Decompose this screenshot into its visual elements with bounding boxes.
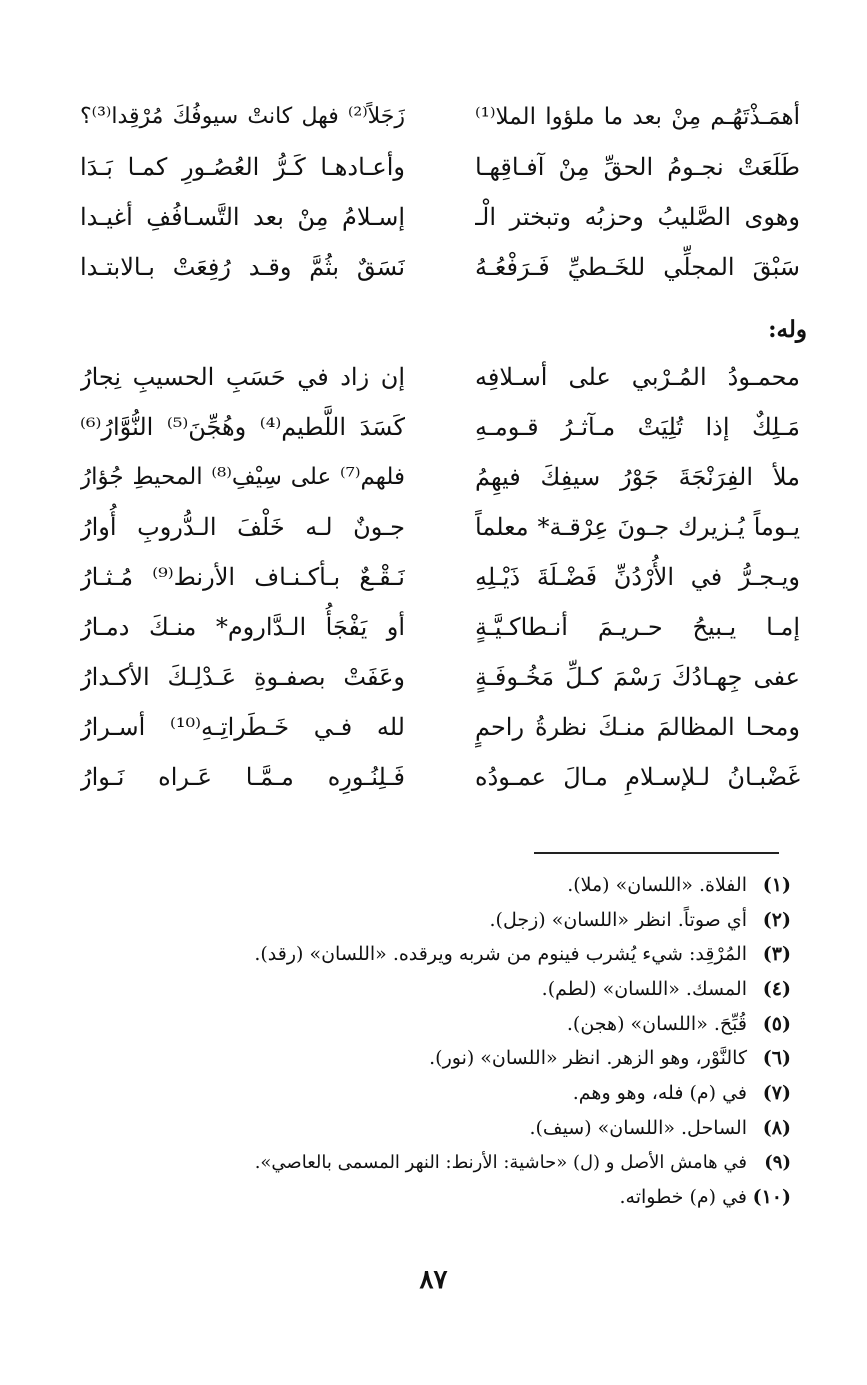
verse-row <box>60 602 800 652</box>
verse-row <box>60 752 800 802</box>
section-intro: وله: <box>768 316 807 343</box>
footnote-number: (٣) <box>762 943 791 966</box>
verse-first-hemistich: ويـجـرُّ في الأُرْدُنِّ فَضْـلَةَ ذَيْـلِهِ <box>475 563 800 591</box>
verse-first-hemistich: مَـلِكٌ إذا تُلِيَتْ مـآثـرُ قـومـهِ <box>475 413 800 441</box>
footnote-number: (٢) <box>762 908 791 931</box>
footnote-text: في (م) خطواته. <box>619 1186 747 1209</box>
verse-first-hemistich: غَضْبـانُ لـلإسـلامِ مـالَ عمـودُه <box>475 763 800 791</box>
footnote-divider <box>534 852 779 854</box>
footnote <box>231 937 791 972</box>
verse-second-hemistich: فلهم⁽⁷⁾ على سِيْفِ⁽⁸⁾ المحيطِ جُؤارُ <box>80 464 405 490</box>
footnote-text: قُبِّحَ. «اللسان» (هجن). <box>566 1012 747 1035</box>
footnote-number: (١) <box>762 874 791 896</box>
verse-first-hemistich: وهوى الصَّليبُ وحزبُه وتبختر الْـ <box>475 203 800 231</box>
verse-first-hemistich: أهمَـذْتَهُـم مِنْ بعد ما ملؤوا الملا⁽¹⁾ <box>475 104 800 130</box>
verse-second-hemistich: نَـقْـعٌ بـأكـنـاف الأرنط⁽⁹⁾ مُـثـارُ <box>80 563 405 591</box>
verse-second-hemistich: إن زاد في حَسَبِ الحسيبِ نِجارُ <box>80 363 405 391</box>
verse-second-hemistich: نَسَقٌ بثُمَّ وقـد رُفِعَتْ بـالابتـدا <box>80 253 405 281</box>
verse-second-hemistich: زَجَلاً⁽²⁾ فهل كانتْ سيوفُكَ مُرْقِدا⁽³⁾؟ <box>80 104 405 129</box>
footnote-number: (٥) <box>762 1012 791 1035</box>
page-number: ٨٧ <box>419 1265 448 1295</box>
footnote-text: كالنَّوْر، وهو الزهر. انظر «اللسان» (نور). <box>429 1047 747 1070</box>
verse-second-hemistich: وعَفَتْ بصفـوةِ عَـدْلِـكَ الأكـدارُ <box>80 663 405 691</box>
verse-row <box>60 502 800 552</box>
footnote-number: (٧) <box>762 1082 791 1105</box>
footnote-text: الساحل. «اللسان» (سيف). <box>529 1116 747 1139</box>
verse-row <box>60 142 800 192</box>
footnote <box>231 903 791 938</box>
verse-second-hemistich: وأعـادهـا كَـرُّ العُصُـورِ كمـا بَـدَا <box>80 153 405 181</box>
verse-row <box>60 652 800 702</box>
footnote-text: المسك. «اللسان» (لطم). <box>541 978 747 1001</box>
footnote <box>231 1111 791 1146</box>
footnote-number: (٩) <box>764 1151 791 1173</box>
verse-second-hemistich: أو يَفْجَأُ الـدَّاروم* منـكَ دمـارُ <box>80 613 405 641</box>
footnote <box>231 972 791 1007</box>
verse-row <box>60 402 800 452</box>
verse-first-hemistich: ومحـا المظالمَ منـكَ نظرةُ راحمٍ <box>475 713 800 741</box>
verse-first-hemistich: يـوماً يُـزيرك جـونَ عِرْقـة* معلماً <box>475 513 800 541</box>
footnote-number: (٨) <box>762 1116 791 1139</box>
footnote <box>231 1146 791 1181</box>
footnote-number: (١٠) <box>752 1186 791 1209</box>
footnote-text: المُرْقِد: شيء يُشرب فينوم من شربه ويرقده. «اللسان» (رقد). <box>254 943 747 966</box>
verse-first-hemistich: عفى جِهـادُكَ رَسْمَ كـلِّ مَخُـوفَـةٍ <box>475 663 800 691</box>
verse-row <box>60 702 800 752</box>
footnote-number: (٦) <box>762 1047 791 1070</box>
verse-row <box>60 452 800 502</box>
verse-second-hemistich: كَسَدَ اللَّطيم⁽⁴⁾ وهُجِّنَ⁽⁵⁾ النُّوَّارُ⁽⁶⁾ <box>80 413 405 441</box>
footnote-text: الفلاة. «اللسان» (ملا). <box>567 874 747 896</box>
verse-second-hemistich: إسـلامُ مِنْ بعد التَّسـافُفِ أغيـدا <box>80 203 405 231</box>
footnote <box>231 868 791 903</box>
verse-row <box>60 242 800 292</box>
verse-first-hemistich: سَبْقَ المجلِّي للخَـطيِّ فَـرَفْعُـهُ <box>475 253 800 281</box>
verse-row <box>60 92 800 142</box>
verse-first-hemistich: محمـودُ المُـرْبي على أسـلافِه <box>475 363 800 391</box>
footnote-text: في (م) فله، وهو وهم. <box>572 1082 747 1105</box>
verse-row <box>60 352 800 402</box>
footnote <box>231 1076 791 1111</box>
verse-row <box>60 552 800 602</box>
footnote-text: في هامش الأصل و (ل) «حاشية: الأرنط: النهر المسمى بالعاصي». <box>254 1151 747 1173</box>
footnotes <box>231 868 791 1215</box>
verse-second-hemistich: جـونٌ لـه خَلْفَ الـدُّروبِ أُوارُ <box>80 513 405 541</box>
verse-first-hemistich: ملأ الفِرَنْجَةَ جَوْرُ سيفِكَ فيهِمُ <box>475 463 800 491</box>
verse-row <box>60 192 800 242</box>
verse-first-hemistich: طَلَعَتْ نجـومُ الحقِّ مِنْ آفـاقِهـا <box>475 153 800 181</box>
poem-stanza-2 <box>60 352 800 802</box>
footnote <box>231 1007 791 1042</box>
verse-second-hemistich: لله فـي خَـطَراتِـهِ⁽¹⁰⁾ أسـرارُ <box>80 713 405 741</box>
verse-second-hemistich: فَـلِنُـورِه مـمَّـا عَـراه نَـوارُ <box>80 763 405 791</box>
verse-first-hemistich: إمـا يـبيحُ حـريـمَ أنـطاكـيَّـةٍ <box>475 613 800 641</box>
footnote <box>231 1180 791 1215</box>
poem-stanza-1 <box>60 92 800 292</box>
footnote-text: أي صوتاً. انظر «اللسان» (زجل). <box>489 908 747 931</box>
footnote-number: (٤) <box>762 978 791 1001</box>
footnote <box>231 1041 791 1076</box>
